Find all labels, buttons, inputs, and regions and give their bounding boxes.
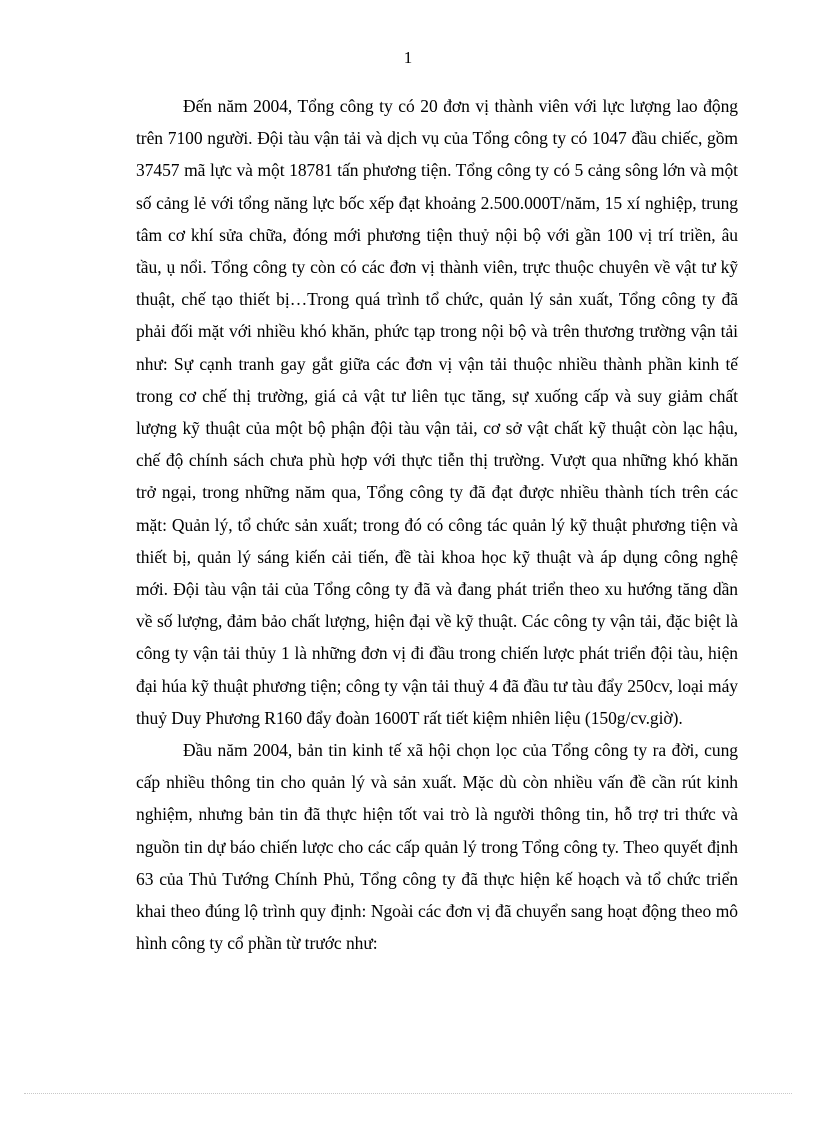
paragraph-1: Đến năm 2004, Tổng công ty có 20 đơn vị thành viên với lực lượng lao động trên 7100 người. Đội tàu vận tải và dịch vụ của Tổng công ty có 1047 đầu chiếc, gồm 37457 mã lực và một 18781 tấn phương tiện. Tổng công ty có 5 cảng sông lớn và một số cảng lẻ với tổng năng lực bốc xếp đạt khoảng 2.500.000T/năm, 15 xí nghiệp, trung tâm cơ khí sửa chữa, đóng mới phương tiện thuỷ nội bộ với gần 100 vị trí triền, âu tầu, ụ nổi. Tổng công ty còn có các đơn vị thành viên, trực thuộc chuyên về vật tư kỹ thuật, chế tạo thiết bị…Trong quá trình tổ chức, quản lý sản xuất, Tổng công ty đã phải đối mặt với nhiều khó khăn, phức tạp trong nội bộ và trên thương trường vận tải như: Sự cạnh tranh gay gắt giữa các đơn vị vận tải thuộc nhiều thành phần kinh tế trong cơ chế thị trường, giá cả vật tư liên tục tăng, sự xuống cấp và suy giảm chất lượng kỹ thuật của một bộ phận đội tàu vận tải, cơ sở vật chất kỹ thuật còn lạc hậu, chế độ chính sách chưa phù hợp với thực tiễn thị trường. Vượt qua những khó khăn trở ngại, trong những năm qua, Tổng công ty đã đạt được nhiều thành tích trên các mặt: Quản lý, tổ chức sản xuất; trong đó có công tác quản lý kỹ thuật phương tiện và thiết bị, quản lý sáng kiến cải tiến, đề tài khoa học kỹ thuật và áp dụng công nghệ mới. Đội tàu vận tải của Tổng công ty đã và đang phát triển theo xu hướng tăng dần về số lượng, đảm bảo chất lượng, hiện đại về kỹ thuật. Các công ty vận tải, đặc biệt là công ty vận tải thủy 1 là những đơn vị đi đầu trong chiến lược phát triển đội tàu, hiện đại húa kỹ thuật phương tiện; công ty vận tải thuỷ 4 đã đầu tư tàu đẩy 250cv, loại máy thuỷ Duy Phương R160 đẩy đoàn 1600T rất tiết kiệm nhiên liệu (150g/cv.giờ).	[136, 96, 738, 728]
page-number: 1	[403, 48, 413, 67]
document-body	[136, 90, 738, 959]
paragraph-2: Đầu năm 2004, bản tin kinh tế xã hội chọn lọc của Tổng công ty ra đời, cung cấp nhiều thông tin cho quản lý và sản xuất. Mặc dù còn nhiều vấn đề cần rút kinh nghiệm, nhưng bản tin đã thực hiện tốt vai trò là người thông tin, hỗ trợ tri thức và nguồn tin dự báo chiến lược cho các cấp quản lý trong Tổng công ty. Theo quyết định 63 của Thủ Tướng Chính Phủ, Tổng công ty đã thực hiện kế hoạch và tổ chức triển khai theo đúng lộ trình quy định: Ngoài các đơn vị đã chuyển sang hoạt động theo mô hình công ty cổ phần từ trước như:	[136, 740, 738, 954]
page-bottom-divider	[24, 1093, 792, 1094]
